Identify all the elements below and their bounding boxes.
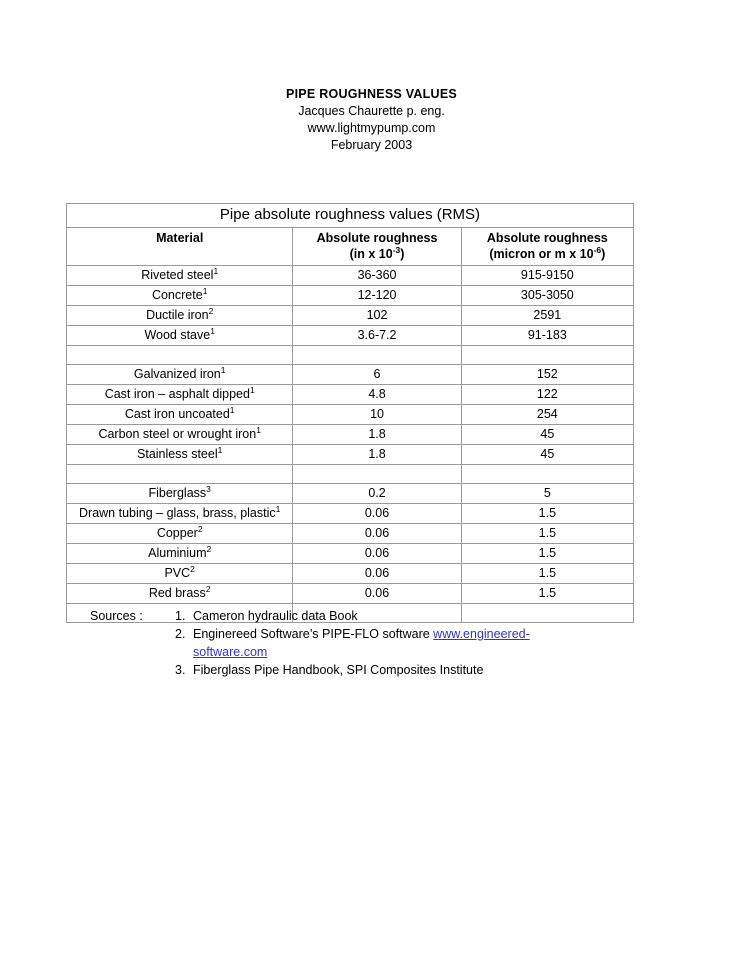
source-reference: 1 xyxy=(229,404,235,415)
material-name: Ductile iron xyxy=(146,308,209,322)
material-name: Stainless steel xyxy=(137,447,218,461)
cell-roughness-inches: 0.06 xyxy=(293,544,461,564)
table-row xyxy=(67,564,634,584)
header-exponent: -3 xyxy=(392,244,401,255)
material-name: Concrete xyxy=(151,288,203,302)
source-item xyxy=(175,607,587,625)
source-reference: 2 xyxy=(190,563,195,574)
cell-roughness-inches: 0.06 xyxy=(293,524,461,544)
cell-roughness-inches: 0.06 xyxy=(293,504,461,524)
header-exponent: -6 xyxy=(593,244,602,255)
cell-roughness-micron: 45 xyxy=(461,445,633,465)
source-reference: 1 xyxy=(210,325,215,336)
cell-roughness-inches: 1.8 xyxy=(293,425,461,445)
cell-material xyxy=(67,564,293,584)
table-row xyxy=(67,306,634,326)
header-line2-suffix: ) xyxy=(601,247,606,261)
cell-material xyxy=(67,524,293,544)
material-name: Fiberglass xyxy=(148,486,207,500)
column-header-material: Material xyxy=(67,228,293,266)
cell-material xyxy=(67,504,293,524)
cell-material xyxy=(67,385,293,405)
table-row xyxy=(67,484,634,504)
header-line2-prefix: (micron or m x 10 xyxy=(489,247,594,261)
source-number: 2. xyxy=(175,627,186,641)
material-name: Red brass xyxy=(148,586,206,600)
pipe-roughness-table xyxy=(66,203,634,623)
cell-roughness-inches: 12-120 xyxy=(293,286,461,306)
document-date: February 2003 xyxy=(330,138,413,152)
cell-material xyxy=(67,326,293,346)
document-header xyxy=(0,0,743,154)
material-name: Cast iron uncoated xyxy=(124,407,230,421)
table-row xyxy=(67,405,634,425)
cell-roughness-micron: 45 xyxy=(461,425,633,445)
source-reference: 2 xyxy=(197,523,203,534)
cell-material xyxy=(67,425,293,445)
header-line2-prefix: (in x 10 xyxy=(349,247,393,261)
material-name: Drawn tubing – glass, brass, plastic xyxy=(79,506,276,520)
sources-section xyxy=(90,607,690,679)
source-text: Fiberglass Pipe Handbook, SPI Composites Institute xyxy=(193,663,484,677)
sources-row xyxy=(90,607,690,679)
cell-roughness-micron: 1.5 xyxy=(461,504,633,524)
table-row xyxy=(67,445,634,465)
document-website: www.lightmypump.com xyxy=(307,121,436,135)
header-line1: Absolute roughness xyxy=(486,231,608,245)
cell-roughness-inches xyxy=(293,346,461,365)
cell-material xyxy=(67,445,293,465)
cell-roughness-micron: 1.5 xyxy=(461,584,633,604)
cell-roughness-inches: 6 xyxy=(293,365,461,385)
cell-material xyxy=(67,584,293,604)
cell-roughness-inches: 36-360 xyxy=(293,266,461,286)
source-reference: 1 xyxy=(213,265,219,276)
cell-material xyxy=(67,266,293,286)
cell-roughness-micron xyxy=(461,346,633,365)
source-reference: 1 xyxy=(202,285,208,296)
cell-roughness-micron: 5 xyxy=(461,484,633,504)
cell-material xyxy=(67,465,293,484)
cell-roughness-inches: 4.8 xyxy=(293,385,461,405)
table-row xyxy=(67,286,634,306)
cell-roughness-micron: 152 xyxy=(461,365,633,385)
material-name: Cast iron – asphalt dipped xyxy=(104,387,250,401)
material-name: Riveted steel xyxy=(141,268,214,282)
sources-list xyxy=(175,607,587,679)
cell-roughness-micron: 122 xyxy=(461,385,633,405)
table-spacer-row xyxy=(67,465,634,484)
cell-roughness-micron: 305-3050 xyxy=(461,286,633,306)
material-name: Galvanized iron xyxy=(133,367,221,381)
cell-material xyxy=(67,405,293,425)
table-caption-row xyxy=(67,204,634,228)
header-line1: Absolute roughness xyxy=(316,231,438,245)
cell-roughness-inches: 0.06 xyxy=(293,564,461,584)
table-row xyxy=(67,524,634,544)
cell-roughness-micron: 1.5 xyxy=(461,544,633,564)
source-reference: 1 xyxy=(220,364,226,375)
cell-roughness-micron: 1.5 xyxy=(461,564,633,584)
material-name: Aluminium xyxy=(148,546,207,560)
source-reference: 3 xyxy=(206,483,211,494)
table-row xyxy=(67,544,634,564)
cell-roughness-micron: 2591 xyxy=(461,306,633,326)
source-text xyxy=(193,625,587,661)
cell-material xyxy=(67,286,293,306)
table-row xyxy=(67,385,634,405)
cell-roughness-micron: 1.5 xyxy=(461,524,633,544)
cell-material xyxy=(67,306,293,326)
roughness-table-container xyxy=(66,203,634,623)
cell-roughness-micron: 254 xyxy=(461,405,633,425)
source-reference: 1 xyxy=(217,444,223,455)
table-header-row xyxy=(67,228,634,266)
cell-roughness-inches: 0.2 xyxy=(293,484,461,504)
cell-material xyxy=(67,365,293,385)
table-spacer-row xyxy=(67,346,634,365)
table-row xyxy=(67,504,634,524)
material-name: Wood stave xyxy=(144,328,211,342)
source-number: 1. xyxy=(175,609,186,623)
column-header-absolute-roughness-micron xyxy=(461,228,633,266)
source-reference: 1 xyxy=(249,384,255,395)
cell-material xyxy=(67,346,293,365)
source-text: Cameron hydraulic data Book xyxy=(193,609,358,623)
source-text-prefix: Enginereed Software’s PIPE-FLO software xyxy=(193,627,434,641)
cell-roughness-inches xyxy=(293,465,461,484)
cell-roughness-micron: 915-9150 xyxy=(461,266,633,286)
cell-material xyxy=(67,484,293,504)
source-item xyxy=(175,625,587,661)
source-reference: 1 xyxy=(275,503,281,514)
material-name: Copper xyxy=(156,526,198,540)
material-name: PVC xyxy=(164,566,191,580)
cell-roughness-inches: 0.06 xyxy=(293,584,461,604)
document-author: Jacques Chaurette p. eng. xyxy=(298,104,445,118)
source-number: 3. xyxy=(175,663,186,677)
table-caption: Pipe absolute roughness values (RMS) xyxy=(67,204,634,228)
column-header-absolute-roughness-inches xyxy=(293,228,461,266)
sources-label: Sources : xyxy=(90,609,143,623)
table-row xyxy=(67,425,634,445)
table-row xyxy=(67,584,634,604)
source-item xyxy=(175,661,587,679)
cell-roughness-micron: 91-183 xyxy=(461,326,633,346)
cell-roughness-inches: 10 xyxy=(293,405,461,425)
table-row xyxy=(67,365,634,385)
source-reference: 1 xyxy=(256,424,261,435)
table-row xyxy=(67,326,634,346)
table-row xyxy=(67,266,634,286)
material-name: Carbon steel or wrought iron xyxy=(98,427,257,441)
cell-roughness-micron xyxy=(461,465,633,484)
cell-material xyxy=(67,544,293,564)
table-body xyxy=(67,204,634,623)
page-title: PIPE ROUGHNESS VALUES xyxy=(285,87,458,101)
source-reference: 2 xyxy=(206,543,212,554)
source-link[interactable]: www.engineered-software.com xyxy=(193,627,530,659)
source-reference: 2 xyxy=(205,583,211,594)
cell-roughness-inches: 3.6-7.2 xyxy=(293,326,461,346)
cell-roughness-inches: 1.8 xyxy=(293,445,461,465)
header-line2-suffix: ) xyxy=(400,247,405,261)
cell-roughness-inches: 102 xyxy=(293,306,461,326)
source-reference: 2 xyxy=(208,305,214,316)
